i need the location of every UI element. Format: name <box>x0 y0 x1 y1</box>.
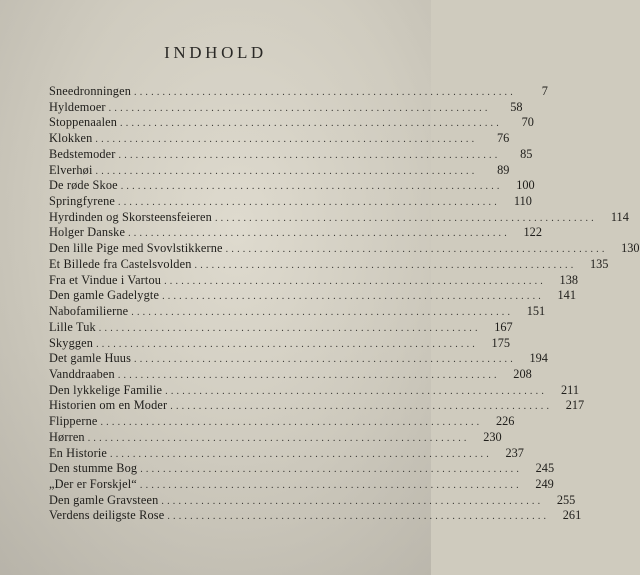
toc-entry-title: Bedstemoder <box>49 146 116 161</box>
toc-entry <box>49 319 513 336</box>
toc-entry-page-number: 211 <box>561 382 580 397</box>
toc-entry <box>49 162 510 179</box>
toc-entry-page-number: 114 <box>610 209 629 224</box>
toc-entry-title: Historien om en Moder <box>49 398 168 413</box>
toc-entry-title: Hørren <box>49 429 85 444</box>
toc-entry-title: Den lille Pige med Svovlstikkerne <box>49 241 223 256</box>
toc-entry <box>49 335 510 352</box>
dot-leader: ................................................................... <box>134 87 516 98</box>
toc-entry <box>49 209 629 226</box>
toc-entry-title: Klokken <box>49 131 93 146</box>
toc-entry-page-number: 89 <box>497 162 510 177</box>
toc-entry-page-number: 194 <box>529 351 548 366</box>
dot-leader: ................................................................... <box>134 354 516 366</box>
toc-entry <box>49 115 534 131</box>
toc-entry-page-number: 76 <box>497 131 510 146</box>
dot-leader: ................................................................... <box>95 134 478 146</box>
toc-entry <box>49 461 555 477</box>
dot-leader: ................................................................... <box>87 432 470 444</box>
dot-leader: ................................................................... <box>120 118 502 130</box>
dot-leader: ................................................................... <box>162 291 544 303</box>
toc-entry-title: Den gamle Gadelygte <box>49 288 160 303</box>
toc-entry <box>49 382 580 399</box>
dot-leader: ................................................................... <box>118 197 500 209</box>
dot-leader: ................................................................... <box>225 244 608 256</box>
toc-entry-page-number: 130 <box>621 241 640 256</box>
toc-entry-page-number: 237 <box>505 445 524 460</box>
toc-entry <box>49 84 548 100</box>
toc-entry-title: De røde Skoe <box>49 178 118 193</box>
toc-entry-title: Lille Tuk <box>49 319 96 334</box>
toc-entry-page-number: 249 <box>535 476 554 491</box>
dot-leader: ................................................................... <box>140 464 523 476</box>
dot-leader: ................................................................... <box>165 385 548 397</box>
toc-entry-page-number: 175 <box>491 335 510 350</box>
toc-entry <box>49 256 609 273</box>
toc-entry-title: Holger Danske <box>49 225 126 240</box>
toc-entry-title: Stoppenaalen <box>49 115 118 130</box>
dot-leader: ................................................................... <box>118 149 501 161</box>
toc-entry <box>49 99 523 116</box>
toc-entry-page-number: 208 <box>513 366 532 381</box>
toc-entry <box>49 492 576 509</box>
dot-leader: ................................................................... <box>170 401 553 413</box>
toc-entry-page-number: 141 <box>557 288 576 303</box>
toc-entry-title: Den lykkelige Familie <box>49 382 163 397</box>
toc-entry-page-number: 230 <box>483 429 502 444</box>
toc-entry-page-number: 58 <box>510 99 523 114</box>
toc-entry-title: Den stumme Bog <box>49 461 138 476</box>
toc-entry <box>49 304 546 320</box>
dot-leader: ................................................................... <box>161 495 544 507</box>
toc-entry-title: Hyldemoer <box>49 99 106 114</box>
toc-entry <box>49 241 640 257</box>
toc-entry-title: Verdens deiligste Rose <box>49 508 165 523</box>
toc-entry <box>49 146 533 163</box>
toc-entry-title: Den gamle Gravsteen <box>49 492 159 507</box>
toc-entry-title: Nabofamilierne <box>49 304 129 319</box>
toc-entry-title: Elverhøi <box>49 162 93 177</box>
toc-entry-page-number: 245 <box>535 461 555 476</box>
dot-leader: ................................................................... <box>110 448 492 460</box>
toc-entry-page-number: 167 <box>494 319 513 334</box>
dot-leader: ................................................................... <box>100 417 483 429</box>
toc-entry <box>49 414 515 430</box>
dot-leader: ................................................................... <box>108 102 491 114</box>
toc-entry <box>49 445 524 462</box>
dot-leader: ................................................................... <box>167 511 550 523</box>
page-title: INDHOLD <box>164 43 267 62</box>
toc-entry-page-number: 151 <box>526 304 546 319</box>
toc-entry <box>49 178 535 194</box>
toc-entry-page-number: 7 <box>541 84 548 98</box>
table-of-contents <box>49 84 640 524</box>
toc-entry <box>49 398 585 414</box>
toc-entry-page-number: 122 <box>523 225 542 240</box>
dot-leader: ................................................................... <box>194 259 577 271</box>
toc-entry-page-number: 135 <box>589 256 609 271</box>
toc-entry-page-number: 217 <box>565 398 585 413</box>
toc-entry <box>49 272 578 289</box>
dot-leader: ................................................................... <box>98 322 481 334</box>
toc-entry-title: Skyggen <box>49 335 94 350</box>
toc-entry-title: Vanddraaben <box>49 366 115 381</box>
toc-entry <box>49 508 582 524</box>
toc-entry-page-number: 85 <box>520 146 533 161</box>
toc-entry-page-number: 110 <box>513 194 532 209</box>
toc-entry <box>49 288 576 304</box>
toc-entry-title: Det gamle Huus <box>49 351 132 366</box>
toc-entry-page-number: 70 <box>521 115 534 130</box>
dot-leader: ................................................................... <box>131 307 514 319</box>
dot-leader: ................................................................... <box>139 479 522 491</box>
toc-entry-page-number: 138 <box>559 272 578 287</box>
toc-entry-page-number: 261 <box>562 508 582 523</box>
toc-entry-page-number: 226 <box>495 414 515 429</box>
toc-entry <box>49 194 532 210</box>
dot-leader: ................................................................... <box>95 165 478 177</box>
dot-leader: ................................................................... <box>164 275 546 287</box>
dot-leader: ................................................................... <box>96 338 478 350</box>
toc-entry-title: Fra et Vindue i Vartou <box>49 272 162 287</box>
toc-entry <box>49 131 510 147</box>
toc-entry-title: En Historie <box>49 445 108 460</box>
toc-entry <box>49 476 554 493</box>
toc-entry-title: Flipperne <box>49 414 98 429</box>
toc-entry-title: Sneedronningen <box>49 84 132 98</box>
toc-entry-page-number: 255 <box>556 492 576 507</box>
toc-entry-title: Hyrdinden og Skorsteensfeieren <box>49 209 212 224</box>
dot-leader: ................................................................... <box>120 181 503 193</box>
toc-entry <box>49 429 502 446</box>
toc-entry-title: Et Billede fra Castelsvolden <box>49 256 192 271</box>
toc-entry <box>49 366 532 383</box>
dot-leader: ................................................................... <box>117 369 500 381</box>
toc-entry-page-number: 100 <box>516 178 535 193</box>
toc-entry-title: „Der er Forskjel“ <box>49 476 137 491</box>
dot-leader: ................................................................... <box>128 228 510 240</box>
toc-entry <box>49 351 548 367</box>
dot-leader: ................................................................... <box>214 212 597 224</box>
toc-entry-title: Springfyrene <box>49 194 115 209</box>
toc-entry <box>49 225 542 241</box>
